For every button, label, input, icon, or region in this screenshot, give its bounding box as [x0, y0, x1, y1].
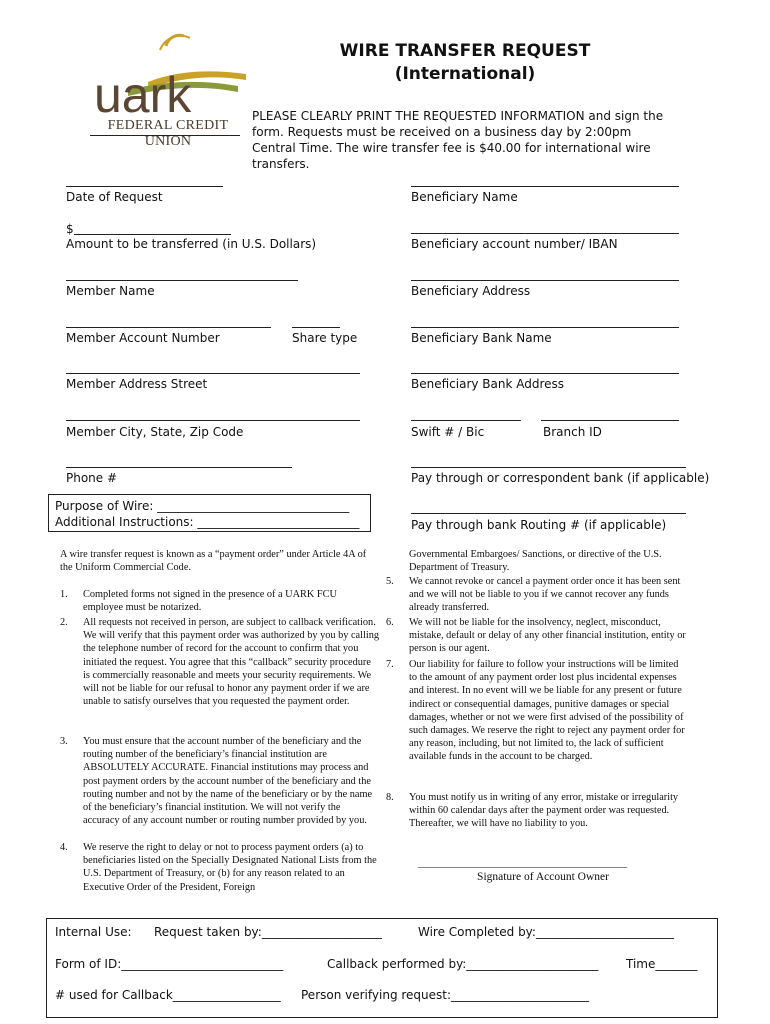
logo-subtitle: FEDERAL CREDIT UNION — [107, 118, 229, 149]
purpose-of-wire-field[interactable]: Purpose of Wire: ________________________________ — [55, 499, 350, 513]
item-number: 4. — [60, 842, 68, 853]
list-item — [386, 658, 691, 791]
credit-union-logo — [88, 30, 248, 150]
item-number: 2. — [60, 617, 68, 628]
page-title: WIRE TRANSFER REQUEST — [339, 41, 591, 61]
signature-label: Signature of Account Owner — [477, 871, 609, 883]
bank-address-label: Beneficiary Bank Address — [411, 377, 565, 391]
item-text: Completed forms not signed in the presence of a UARK FCU employee must be notarized. — [83, 589, 337, 614]
item-text: We cannot revoke or cancel a payment order once it has been sent and we will not be liable to you if we cannot recover any funds already transferred. — [409, 576, 681, 614]
logo-graphic — [88, 30, 248, 120]
terms-intro: A wire transfer request is known as a “payment order” under Article 4A of the Uniform Commercial Code. — [60, 549, 367, 574]
list-item — [60, 616, 380, 735]
date-of-request-label: Date of Request — [66, 190, 163, 204]
item-text: We reserve the right to delay or not to process payment orders (a) to beneficiaries listed on the Specially Designated National Lists from the U.S. Department of Treasury, or (b) for any reason related to an Executive Order of the President, Foreign — [83, 842, 377, 893]
list-item — [386, 575, 691, 616]
person-verifying-field[interactable]: Person verifying request:_______________________ — [301, 988, 590, 1002]
item-number: 6. — [386, 617, 394, 628]
item-number: 5. — [386, 576, 394, 587]
wire-completed-field[interactable]: Wire Completed by:_______________________ — [418, 925, 674, 939]
instructions-text: PLEASE CLEARLY PRINT THE REQUESTED INFORMATION and sign the form. Requests must be received on a business day by 2:00pm Central Time. The wire transfer fee is $40.00 for international wire transfers. — [252, 109, 664, 171]
correspondent-bank-label: Pay through or correspondent bank (if applicable) — [411, 471, 710, 485]
item-text: Our liability for failure to follow your instructions will be limited to the amount of any payment order lost plus incidental expenses and interest. In no event will we be liable for any present or future indirect or consequential damages, punitive damages or special damages, whether or not we were first advised of the possibility of such damages. We reserve the right to reject any payment order for any reason, including, but not limited to, the lack of sufficient available funds in the account to be charged. — [409, 659, 685, 763]
amount-label: Amount to be transferred (in U.S. Dollars) — [66, 237, 317, 251]
item-number: 3. — [60, 736, 68, 747]
page-subtitle: (International) — [394, 64, 536, 84]
item-text: You must notify us in writing of any error, mistake or irregularity within 60 calendar days after the payment order was requested. Thereafter, we will have no liability to you. — [409, 792, 679, 830]
member-name-label: Member Name — [66, 284, 155, 298]
logo-wordmark: uark — [94, 67, 192, 120]
signature-line[interactable]: ______________________________________ — [418, 857, 627, 869]
item-text: All requests not received in person, are subject to callback verification. We will verify that this payment order was authorized by you by calling the telephone number of record for the account to confirm that you initiated the request. You agree that this “callback” security procedure is commercially reasonable and meets your security requirements. We will not be liable for our refusal to honor any payment order if we are unable to satisfy ourselves that you requested the payment order. — [83, 617, 379, 708]
member-street-label: Member Address Street — [66, 377, 208, 391]
phone-label: Phone # — [66, 471, 118, 485]
terms-right-list — [386, 575, 691, 847]
beneficiary-name-label: Beneficiary Name — [411, 190, 518, 204]
used-for-callback-field[interactable]: # used for Callback__________________ — [55, 988, 281, 1002]
form-of-id-field[interactable]: Form of ID:___________________________ — [55, 957, 284, 971]
list-item — [60, 735, 380, 841]
list-item — [386, 616, 691, 658]
member-account-label: Member Account Number — [66, 331, 220, 345]
bank-name-label: Beneficiary Bank Name — [411, 331, 552, 345]
branch-id-label: Branch ID — [543, 425, 602, 439]
list-item — [60, 841, 380, 901]
member-city-label: Member City, State, Zip Code — [66, 425, 244, 439]
callback-performed-field[interactable]: Callback performed by:______________________ — [327, 957, 599, 971]
purpose-box — [48, 494, 371, 532]
internal-use-label: Internal Use: — [55, 925, 132, 939]
request-taken-field[interactable]: Request taken by:____________________ — [154, 925, 382, 939]
item-number: 7. — [386, 659, 394, 670]
additional-instructions-field[interactable]: Additional Instructions: ___________________________ — [55, 515, 360, 529]
item-number: 1. — [60, 589, 68, 600]
swift-label: Swift # / Bic — [411, 425, 485, 439]
beneficiary-address-label: Beneficiary Address — [411, 284, 531, 298]
time-field[interactable]: Time_______ — [626, 957, 698, 971]
item-number: 8. — [386, 792, 394, 803]
amount-prefix: $ — [66, 222, 74, 236]
item-text: You must ensure that the account number of the beneficiary and the routing number of the beneficiary’s financial institution are ABSOLUTELY ACCURATE. Financial institutions may process and post payment orders by the account number of the beneficiary and the routing number and not by the name of the beneficiary or by the name of the beneficiary’s financial institution. We will not verify the accuracy of any account number or routing number provided by you. — [83, 736, 373, 827]
item-text: We will not be liable for the insolvency, neglect, misconduct, mistake, default or delay of any other financial institution, entity or person is our agent. — [409, 617, 686, 655]
beneficiary-account-label: Beneficiary account number/ IBAN — [411, 237, 618, 251]
form-title — [300, 40, 630, 86]
routing-label: Pay through bank Routing # (if applicable) — [411, 518, 667, 532]
list-item — [60, 588, 380, 616]
terms-continued: Governmental Embargoes/ Sanctions, or directive of the U.S. Department of Treasury. — [409, 549, 662, 574]
list-item — [386, 791, 691, 847]
share-type-label: Share type — [292, 331, 358, 345]
terms-left-list — [60, 588, 380, 901]
